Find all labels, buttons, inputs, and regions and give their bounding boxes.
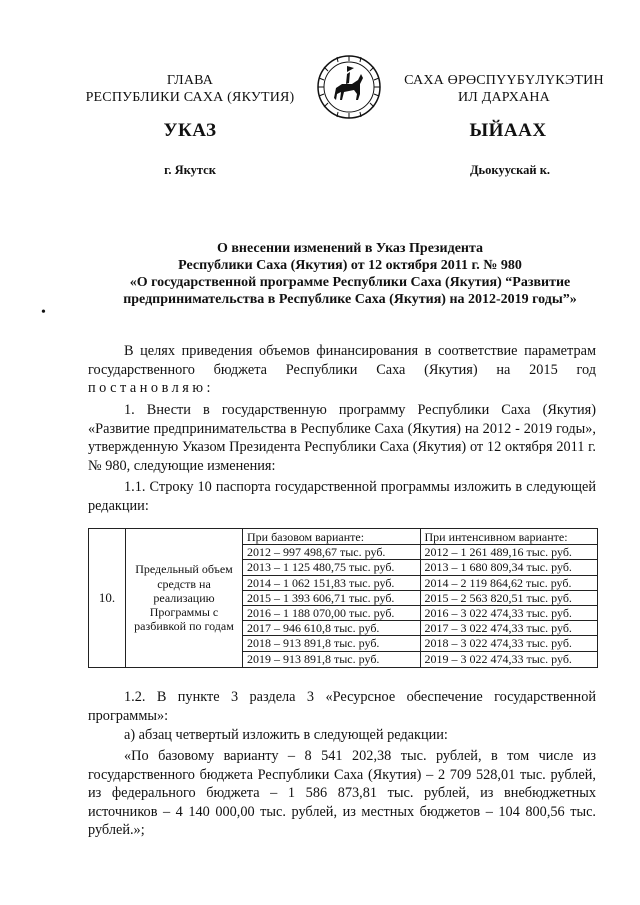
item-1-text: 1. Внести в государственную программу Республики Саха (Якутия) «Развитие предпринимательства в Республике Саха (Якутия) на 2012 - 2019 годы», утвержденную Указом Президента Республики Саха (Якутия) от 12 октября 2011 г. № 980, следующие изменения: <box>88 402 596 474</box>
header-right <box>384 72 624 106</box>
header-right-line1: САХА ӨРӨСПҮҮБҮЛҮКЭТИН <box>404 73 604 88</box>
intensive-row: 2012 – 1 261 489,16 тыс. руб. <box>421 545 598 560</box>
base-row: 2019 – 913 891,8 тыс. руб. <box>247 651 380 666</box>
header-right-line2: ИЛ ДАРХАНА <box>457 90 550 105</box>
margin-mark: • <box>41 305 46 320</box>
base-variant-header: При базовом варианте: <box>243 530 420 545</box>
base-variant-cell <box>243 529 421 668</box>
base-row: 2015 – 1 393 606,71 тыс. руб. <box>243 591 420 606</box>
base-row: 2016 – 1 188 070,00 тыс. руб. <box>243 606 420 621</box>
base-row: 2013 – 1 125 480,75 тыс. руб. <box>243 560 420 575</box>
doc-title-line1: О внесении изменений в Указ Президента <box>216 241 484 256</box>
paragraph-preamble <box>88 342 596 398</box>
intensive-variant-cell <box>420 529 598 668</box>
intensive-row: 2015 – 2 563 820,51 тыс. руб. <box>421 591 598 606</box>
base-row: 2018 – 913 891,8 тыс. руб. <box>243 636 420 651</box>
item-1-2-text: 1.2. В пункте 3 раздела 3 «Ресурсное обеспечение государственной программы»: <box>88 689 596 724</box>
base-row: 2012 – 997 498,67 тыс. руб. <box>243 545 420 560</box>
paragraph-item-1 <box>88 401 596 475</box>
row-description: Предельный объем средств на реализацию Программы с разбивкой по годам <box>126 529 243 668</box>
intensive-row: 2014 – 2 119 864,62 тыс. руб. <box>421 576 598 591</box>
intensive-row: 2016 – 3 022 474,33 тыс. руб. <box>421 606 598 621</box>
intensive-row: 2018 – 3 022 474,33 тыс. руб. <box>421 636 598 651</box>
doc-title-line4: предпринимательства в Республике Саха (Якутия) на 2012-2019 годы”» <box>123 292 577 307</box>
paragraph-base-variant <box>88 747 596 840</box>
item-1-1-text: 1.1. Строку 10 паспорта государственной программы изложить в следующей редакции: <box>88 479 596 514</box>
decree-word: постановляю: <box>88 380 214 396</box>
intensive-variant-header: При интенсивном варианте: <box>421 530 598 545</box>
document-title <box>80 240 620 308</box>
yiaakh-title: ЫЙААХ <box>469 120 547 141</box>
paragraph-subitem-a <box>88 726 596 745</box>
preamble-text: В целях приведения объемов финансирования в соответствие параметрам государственного бюджета Республики Саха (Якутия) на 2015 год <box>88 343 596 378</box>
row-number: 10. <box>89 529 126 668</box>
base-row: 2017 – 946 610,8 тыс. руб. <box>243 621 420 636</box>
coat-of-arms-emblem <box>316 54 382 120</box>
base-row: 2014 – 1 062 151,83 тыс. руб. <box>243 576 420 591</box>
passport-table <box>88 528 598 668</box>
intensive-row: 2013 – 1 680 809,34 тыс. руб. <box>421 560 598 575</box>
header-left <box>70 72 310 106</box>
ukaz-title: УКАЗ <box>163 120 217 141</box>
paragraph-item-1-2 <box>88 688 596 725</box>
table-row <box>89 529 598 668</box>
city-right: Дьокуускай к. <box>469 163 551 177</box>
city-left: г. Якутск <box>164 163 216 177</box>
header-left-line1: ГЛАВА <box>166 73 214 88</box>
base-variant-text: «По базовому варианту – 8 541 202,38 тыс. рублей, в том числе из государственного бюджета Республики Саха (Якутия) – 2 709 528,01 тыс. рублей, из федерального бюджета – 1 586 873,81 тыс. рублей, из внебюджетных источников – 4 140 000,00 тыс. рублей, из местных бюджетов – 104 800,56 тыс. рублей.»; <box>88 748 596 838</box>
doc-title-line2: Республики Саха (Якутия) от 12 октября 2011 г. № 980 <box>178 258 522 273</box>
intensive-row: 2019 – 3 022 474,33 тыс. руб. <box>424 651 572 666</box>
doc-title-line3: «О государственной программе Республики Саха (Якутия) “Развитие <box>129 275 571 290</box>
header-left-line2: РЕСПУБЛИКИ САХА (ЯКУТИЯ) <box>85 90 295 105</box>
intensive-row: 2017 – 3 022 474,33 тыс. руб. <box>421 621 598 636</box>
subitem-a-text: а) абзац четвертый изложить в следующей редакции: <box>124 727 448 743</box>
paragraph-item-1-1 <box>88 478 596 515</box>
